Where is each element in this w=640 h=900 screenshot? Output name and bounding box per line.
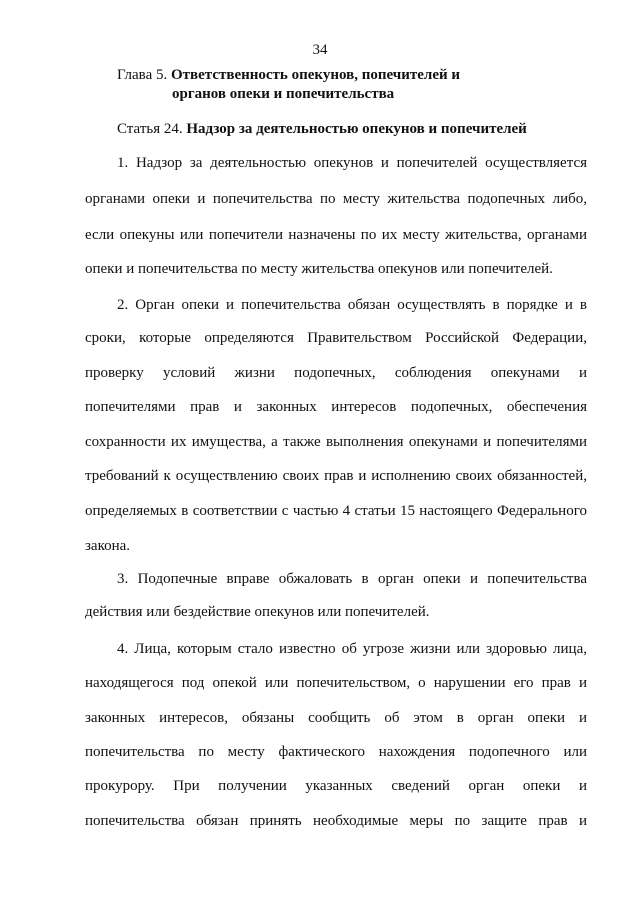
paragraph-2-line: определяемых в соответствии с частью 4 статьи 15 настоящего Федерального (85, 503, 587, 519)
article-heading (117, 120, 527, 139)
paragraph-3-line: 3. Подопечные вправе обжаловать в орган опеки и попечительства (117, 571, 587, 587)
chapter-title-line2: органов опеки и попечительства (172, 86, 395, 102)
chapter-prefix: Глава 5. (117, 67, 171, 83)
page-number: 34 (312, 42, 328, 58)
paragraph-4-line: прокурору. При получении указанных сведений орган опеки и (85, 778, 587, 794)
paragraph-2-line: проверку условий жизни подопечных, соблюдения опекунами и (85, 365, 587, 381)
paragraph-2-line: закона. (85, 538, 131, 554)
paragraph-1-line: органами опеки и попечительства по месту жительства подопечных либо, (85, 191, 587, 207)
paragraph-2-line: сроки, которые определяются Правительством Российской Федерации, (85, 330, 587, 346)
paragraph-2-line: попечителями прав и законных интересов подопечных, обеспечения (85, 399, 587, 415)
paragraph-2-line: сохранности их имущества, а также выполнения опекунами и попечителями (85, 434, 587, 450)
paragraph-1-line: опеки и попечительства по месту жительства опекунов или попечителей. (85, 261, 553, 277)
paragraph-4-line: попечительства по месту фактического нахождения подопечного или (85, 744, 587, 760)
paragraph-2-line: 2. Орган опеки и попечительства обязан осуществлять в порядке и в (117, 297, 587, 313)
paragraph-4-line: 4. Лица, которым стало известно об угрозе жизни или здоровью лица, (117, 641, 587, 657)
paragraph-1-line: 1. Надзор за деятельностью опекунов и попечителей осуществляется (117, 155, 587, 171)
article-prefix: Статья 24. (117, 121, 187, 137)
chapter-title-line1: Ответственность опекунов, попечителей и (170, 67, 461, 83)
paragraph-4-line: законных интересов, обязаны сообщить об этом в орган опеки и (85, 710, 587, 726)
article-title: Надзор за деятельностью опекунов и попечителей (186, 121, 527, 137)
paragraph-3-line: действия или бездействие опекунов или попечителей. (85, 604, 430, 620)
chapter-heading (117, 66, 460, 85)
paragraph-4-line: находящегося под опекой или попечительством, о нарушении его прав и (85, 675, 587, 691)
paragraph-4-line: попечительства обязан принять необходимые меры по защите прав и (85, 813, 587, 829)
paragraph-1-line: если опекуны или попечители назначены по их месту жительства, органами (85, 227, 587, 243)
paragraph-2-line: требований к осуществлению своих прав и исполнению своих обязанностей, (85, 468, 587, 484)
